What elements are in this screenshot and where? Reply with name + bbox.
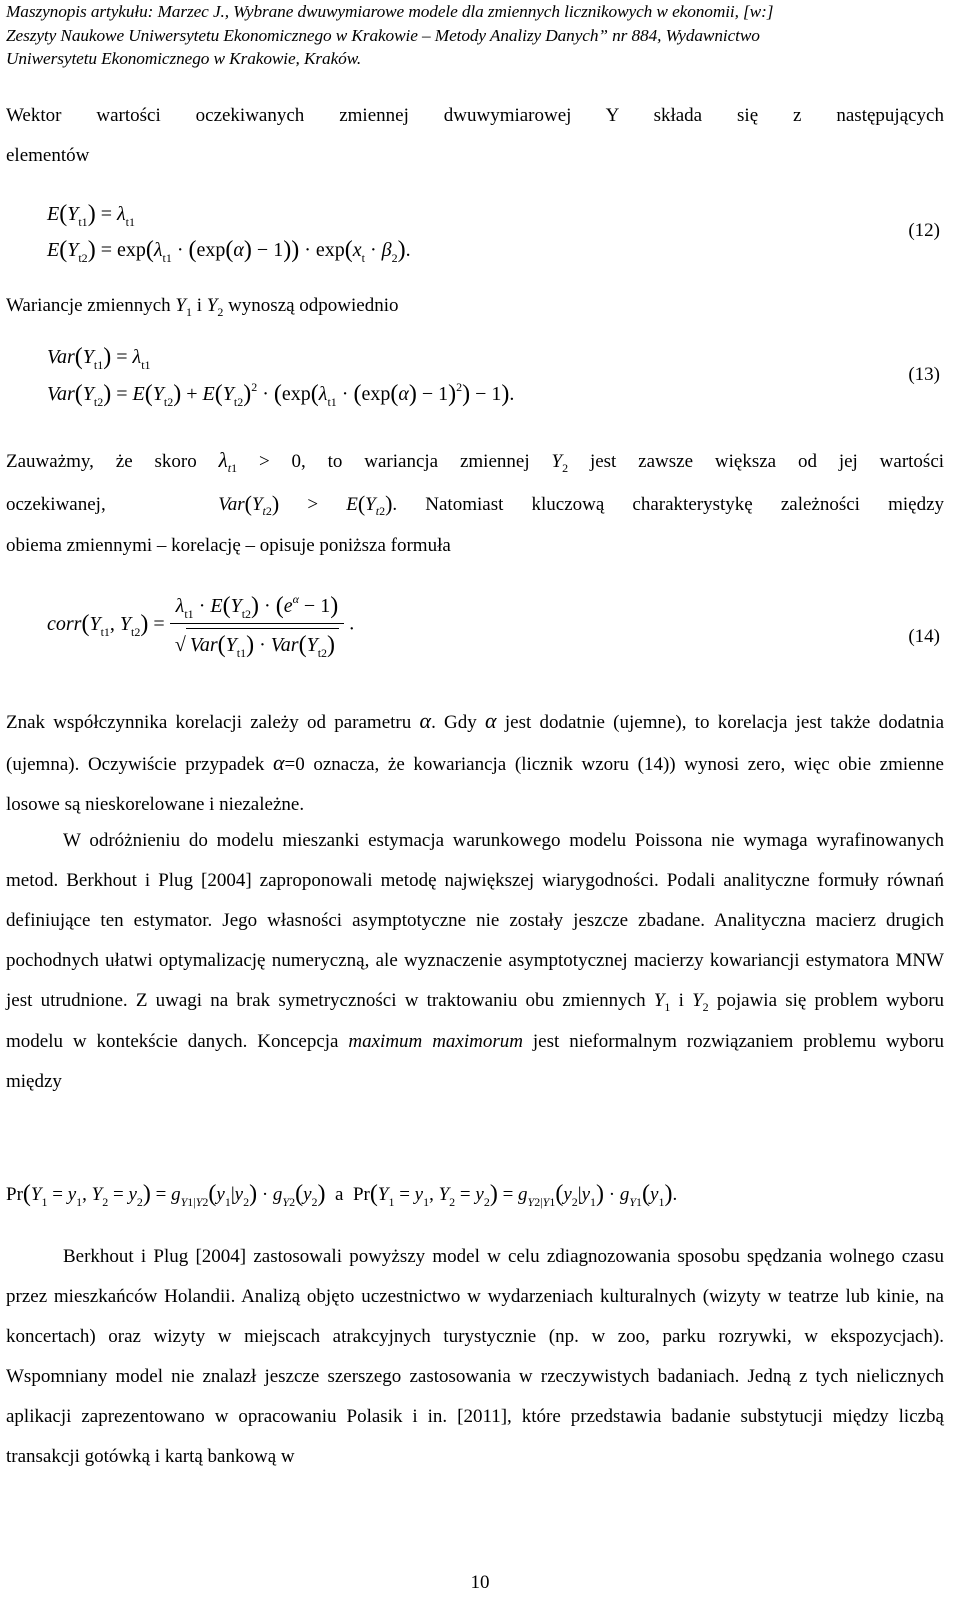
paragraph-line: Wariancje zmiennych $Y_1$ i $Y_2$ wynoszą odpowiednio: [6, 295, 399, 319]
equation-13-number: (13): [908, 364, 940, 385]
text-run: . Natomiast kluczową charakterystykę zależności między: [392, 494, 945, 515]
text-run: . Gdy: [431, 712, 477, 733]
paragraph-line: oczekiwanej, $Var(Y_{t2}) > E(Y_{t2})$. Natomiast kluczową charakterystykę zależności między: [6, 491, 945, 518]
equation-14-number: (14): [908, 626, 940, 647]
paragraph-line: elementów: [6, 145, 90, 166]
text-run: Zauważmy, że skoro: [6, 451, 197, 472]
paragraph-variances: [6, 286, 944, 327]
text-run: pojawia się problem wyboru modelu w kontekście danych. Koncepcja: [6, 990, 945, 1052]
equation-13-line-2: $Var(Y_{t2}) = E(Y_{t2}) + E(Y_{t2})^2 \cdot (\exp(\lambda_{t1} \cdot (\exp(\alpha) - 1)^2) - 1)$.: [47, 380, 515, 409]
paragraph-application: Berkhout i Plug [2004] zastosowali powyższy model w celu zdiagnozowania sposobu spędzania wolnego czasu przez mieszkańców Holandii. Analizą objęto uczestnictwo w wydarzeniach kulturalnych (wizyty w teatrze lub kinie, na koncertach) oraz wizyty w miejscach atrakcyjnych turystycznie (np. w zoo, parku rozrywki, w ekspozycjach). Wspomniany model nie znalazł jeszcze szerszego zastosowania w rzeczywistych badaniach. Jedną z tych nielicznych aplikacji zaprezentowano w opracowaniu Polasik i in. [2011], które przedstawia badanie substytucji między liczbą transakcji gotówką i kartą bankową w: [6, 1246, 944, 1467]
equation-12-line-2: $E(Y_{t2}) = \exp(\lambda_{t1} \cdot (\exp(\alpha) - 1)) \cdot \exp(x_t \cdot \beta_2)$.: [47, 237, 411, 265]
text-run: jest dodatnie (ujemne), to korelacja jest także dodatnia (ujemna). Oczywiście przypadek: [6, 712, 945, 775]
text-run: > 0, to wariancja zmiennej: [258, 451, 530, 472]
header-line-1: Maszynopis artykułu: Marzec J., Wybrane dwuwymiarowe modele dla zmiennych licznikowych w ekonomii, [w:]: [6, 2, 774, 21]
paragraph-estimation: W odróżnieniu do modelu mieszanki estymacja warunkowego modelu Poissona nie wymaga wyrafinowanych metod. Berkhout i Plug [2004] zaproponowali metodę największej wiarygodności. Podali analityczne formuły równań definiujące ten estymator. Jego własności asymptotyczne nie zostały jeszcze zbadane. Analityczna macierz drugich pochodnych ułatwi optymalizację numeryczną, ale wyznaczenie asymptotycznej macierzy kowariancji estymatora MNW jest utrudnione. Z uwagi na brak symetryczności w traktowaniu obu zmiennych $Y_1$ i $Y_2$ pojawia się problem wyboru modelu w kontekście danych. Koncepcja maximum maximorum jest nieformalnym rozwiązaniem problemu wyboru między: [6, 830, 945, 1092]
paragraph-line: Wektor wartości oczekiwanych zmiennej dwuwymiarowej Y składa się z następujących: [6, 105, 944, 126]
paragraph-line: Zauważmy, że skoro $\lambda_{t1} > 0$, to wariancja zmiennej $Y_2$ jest zawsze większa od jej wartości: [6, 448, 945, 475]
header-line-3: Uniwersytetu Ekonomicznego w Krakowie, Kraków.: [6, 49, 362, 68]
equation-14: $corr(Y_{t1}$, $Y_{t2}$) = $\frac{\lambda_{t1} \cdot E(Y_{t2}) \cdot (e^\alpha - 1)}{√ Var(Y_{t1}) \cdot Var(Y_{t2})}$ .: [47, 592, 355, 660]
probability-formulas: $Pr(Y_1 = y_1$, $Y_2 = y_2) = g_{Y1|Y2}(y_1|y_2) \cdot g_{Y2}(y_2)$ a $Pr(Y_1 = y_1$, $Y_2 = y_2) = g_{Y2|Y1}(y_2|y_1) \cdot g_{Y1}(y_1)$.: [6, 1181, 678, 1209]
text-run: Znak współczynnika korelacji zależy od parametru: [6, 712, 412, 733]
text-run: jest zawsze większa od jej wartości: [589, 451, 945, 472]
text-run: jest nieformalnym rozwiązaniem problemu wyboru między: [6, 1031, 945, 1092]
italic-term: maximum maximorum: [348, 1031, 523, 1052]
paragraph-line: obiema zmiennymi – korelację – opisuje poniższa formuła: [6, 535, 451, 556]
equation-12-line-1: $E(Y_{t1}) = \lambda_{t1}$: [47, 201, 135, 229]
correlation-fraction: $\frac{\lambda_{t1} \cdot E(Y_{t2}) \cdot (e^\alpha - 1)}{√ Var(Y_{t1}) \cdot Var(Y_{t2})}$: [170, 592, 345, 658]
paragraph-vector-expectations: [6, 96, 944, 176]
header-line-2: Zeszyty Naukowe Uniwersytetu Ekonomicznego w Krakowie – Metody Analizy Danych” nr 884, Wydawnictwo: [6, 25, 760, 45]
equation-12-number: (12): [908, 220, 940, 241]
paragraph-correlation-sign: Znak współczynnika korelacji zależy od parametru α. Gdy α jest dodatnie (ujemne), to korelacja jest także dodatnia (ujemna). Oczywiście przypadek α=0 oznacza, że kowariancja (licznik wzoru (14)) wynosi zero, więc obie zmienne losowe są nieskorelowane i niezależne.: [6, 708, 945, 815]
paragraph-correlation-intro: [6, 440, 944, 566]
text-run: oczekiwanej,: [6, 494, 106, 515]
citation-header: [6, 0, 946, 71]
page-number: 10: [470, 1572, 490, 1593]
text-run: W odróżnieniu do modelu mieszanki estymacja warunkowego modelu Poissona nie wymaga wyrafinowanych metod. Berkhout i Plug [2004] zaproponowali metodę największej wiarygodności. Podali analityczne formuły równań definiujące ten estymator. Jego własności asymptotyczne nie zostały jeszcze zbadane. Analityczna macierz drugich pochodnych ułatwi optymalizację numeryczną, ale wyznaczenie asymptotycznej macierzy kowariancji estymatora MNW jest utrudnione. Z uwagi na brak symetryczności w traktowaniu obu zmiennych: [6, 830, 944, 1011]
text-run: =0 oznacza, że kowariancja (licznik wzoru (14)) wynosi zero, więc obie zmienne losowe są nieskorelowane i niezależne.: [6, 754, 944, 815]
text-run: i: [678, 990, 684, 1011]
equation-13-line-1: $Var(Y_{t1}) = \lambda_{t1}$: [47, 344, 151, 372]
text-run: a: [335, 1184, 344, 1205]
